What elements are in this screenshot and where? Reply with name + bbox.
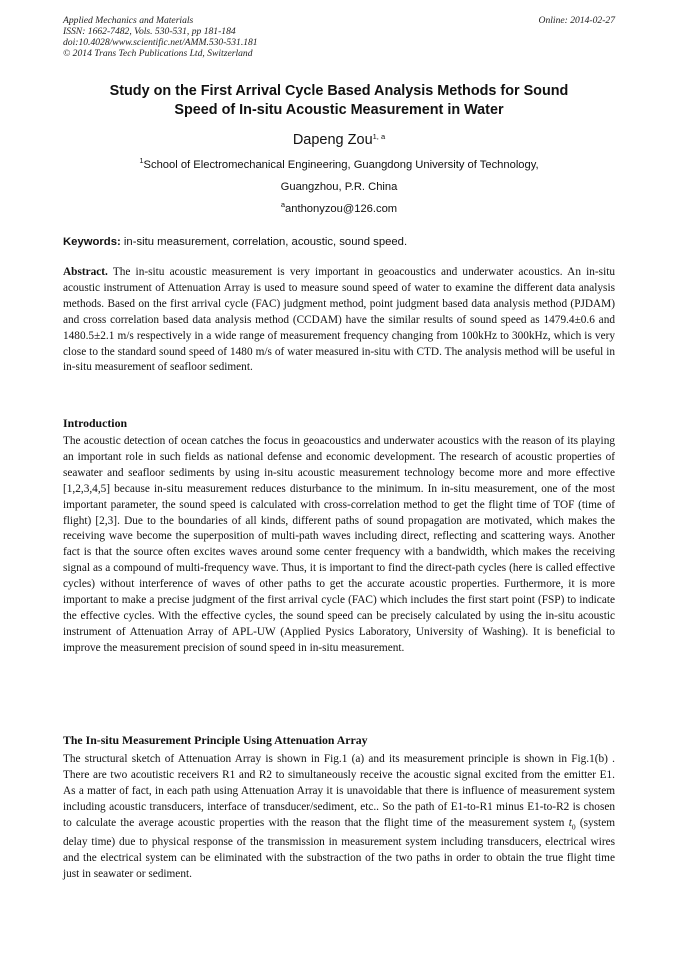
journal-header <box>63 15 615 59</box>
variable-subscript: 0 <box>571 821 576 831</box>
journal-name: Applied Mechanics and Materials <box>63 15 194 26</box>
introduction-heading: Introduction <box>63 416 128 430</box>
abstract-text: The in-situ acoustic measurement is very important in geoacoustics and underwater acoustics. An in-situ acoustic instrument of Attenuation Array is used to measure sound speed of water to examine the different data analysis methods. Based on the first arrival cycle (FAC) judgment method, point judgment based data analysis method (PJDAM) and cross correlation based data analysis method (CCDAM) have the similar results of sound speed as 1479.4±0.6 and 1480.5±2.1 m/s respectively in a wide range of measurement frequency changing from 100kHz to 300kHz, which is very close to the standard sound speed of 1480 m/s of water measured in-situ with CTD. The analysis method will be useful in in-situ measurement of seafloor sediment. <box>63 266 615 374</box>
author-line <box>63 131 615 149</box>
affiliation-text-1: School of Electromechanical Engineering, Guangdong University of Technology, <box>143 159 539 171</box>
introduction-text: The acoustic detection of ocean catches the focus in geoacoustics and underwater acoustics with the reason of its playing an important role in such fields as national defense and economic development. The research of acoustic properties of seawater and seafloor sediments by using in-situ acoustic measurement technology become more and more effective [1,2,3,4,5] because in-situ measurement reduces disturbance to the minimum. In in-situ measurement, one of the most important parameter, the sound speed is calculated with cross-correlation method to get the flight time of TOF (time of flight) [2,3]. Due to the boundaries of all kinds, different paths of sound propagation are motivated, which makes the receiving wave become the superposition of multi-path waves including direct, reflecting and scattering ways. Another fact is that the source often excites waves around some center frequency with a bandwidth, which makes the receiving signal as a compound of multi-frequency wave. Thus, it is important to find the direct-path cycles (here is called effective cycles) without interference of waves of other paths to get the accurate acoustic properties. Furthermore, it is more important to make a precise judgment of the first arrival cycle (FAC) which includes the first start point (FSP) to indicate the effective cycles. With the effective cycles, the sound speed can be precisely calculated by using the in-situ acoustic instrument of Attenuation Array of APL-UW (Applied Pysics Laboratory, University of Washing). It is beneficial to improve the measurement precision of sound speed in in-situ measurement. <box>63 435 615 654</box>
doi-line: doi:10.4028/www.scientific.net/AMM.530-531.181 <box>63 37 258 48</box>
keywords <box>63 235 615 249</box>
author-name: Dapeng Zou <box>292 132 373 148</box>
principle-text-part-1: The structural sketch of Attenuation Array is shown in Fig.1 (a) and its measurement principle is shown in Fig.1(b) . There are two acoutistic receivers R1 and R2 to simultaneously receive the acoustic signal excited from the emitter E1. As a matter of fact, in each path using Attenuation Array it is unavoidable that there is influence of measurement system including acoustic transducers, interface of transducer/sediment, etc.. So the path of E1-to-R1 minus E1-to-R2 is chosen to calculate the average acoustic properties with the reason that the flight time of the measurement system <box>63 753 615 829</box>
affiliation-line-1 <box>63 158 615 172</box>
principle-heading: The In-situ Measurement Principle Using Attenuation Array <box>63 733 368 747</box>
abstract-label: Abstract. <box>63 266 108 278</box>
affiliation-line-2: Guangzhou, P.R. China <box>280 181 398 193</box>
email-superscript: a <box>280 200 286 209</box>
abstract <box>63 265 615 376</box>
copyright-line: © 2014 Trans Tech Publications Ltd, Switzerland <box>63 48 253 59</box>
paper-title <box>63 82 615 120</box>
title-line-2: Speed of In-situ Acoustic Measurement in Water <box>174 102 504 118</box>
issn-line: ISSN: 1662-7482, Vols. 530-531, pp 181-184 <box>63 26 236 37</box>
principle-text <box>63 752 615 883</box>
affiliation-superscript: 1 <box>139 156 144 165</box>
author-email: anthonyzou@126.com <box>285 203 398 215</box>
author-superscript: 1, a <box>372 132 386 141</box>
title-line-1: Study on the First Arrival Cycle Based Analysis Methods for Sound <box>109 83 569 99</box>
online-date: Online: 2014-02-27 <box>538 15 615 26</box>
keywords-text: in-situ measurement, correlation, acoustic, sound speed. <box>120 236 408 248</box>
keywords-label: Keywords: <box>63 236 121 248</box>
variable-t: t <box>568 816 572 829</box>
email-line <box>63 202 615 216</box>
principle-text-part-2: (system delay time) due to physical response of the transmission in measurement system including transducers, electrical wires and the electrical system can be eliminated with the substraction of the two paths in order to obtain the true flight time just in seawater or sediment. <box>63 816 616 880</box>
